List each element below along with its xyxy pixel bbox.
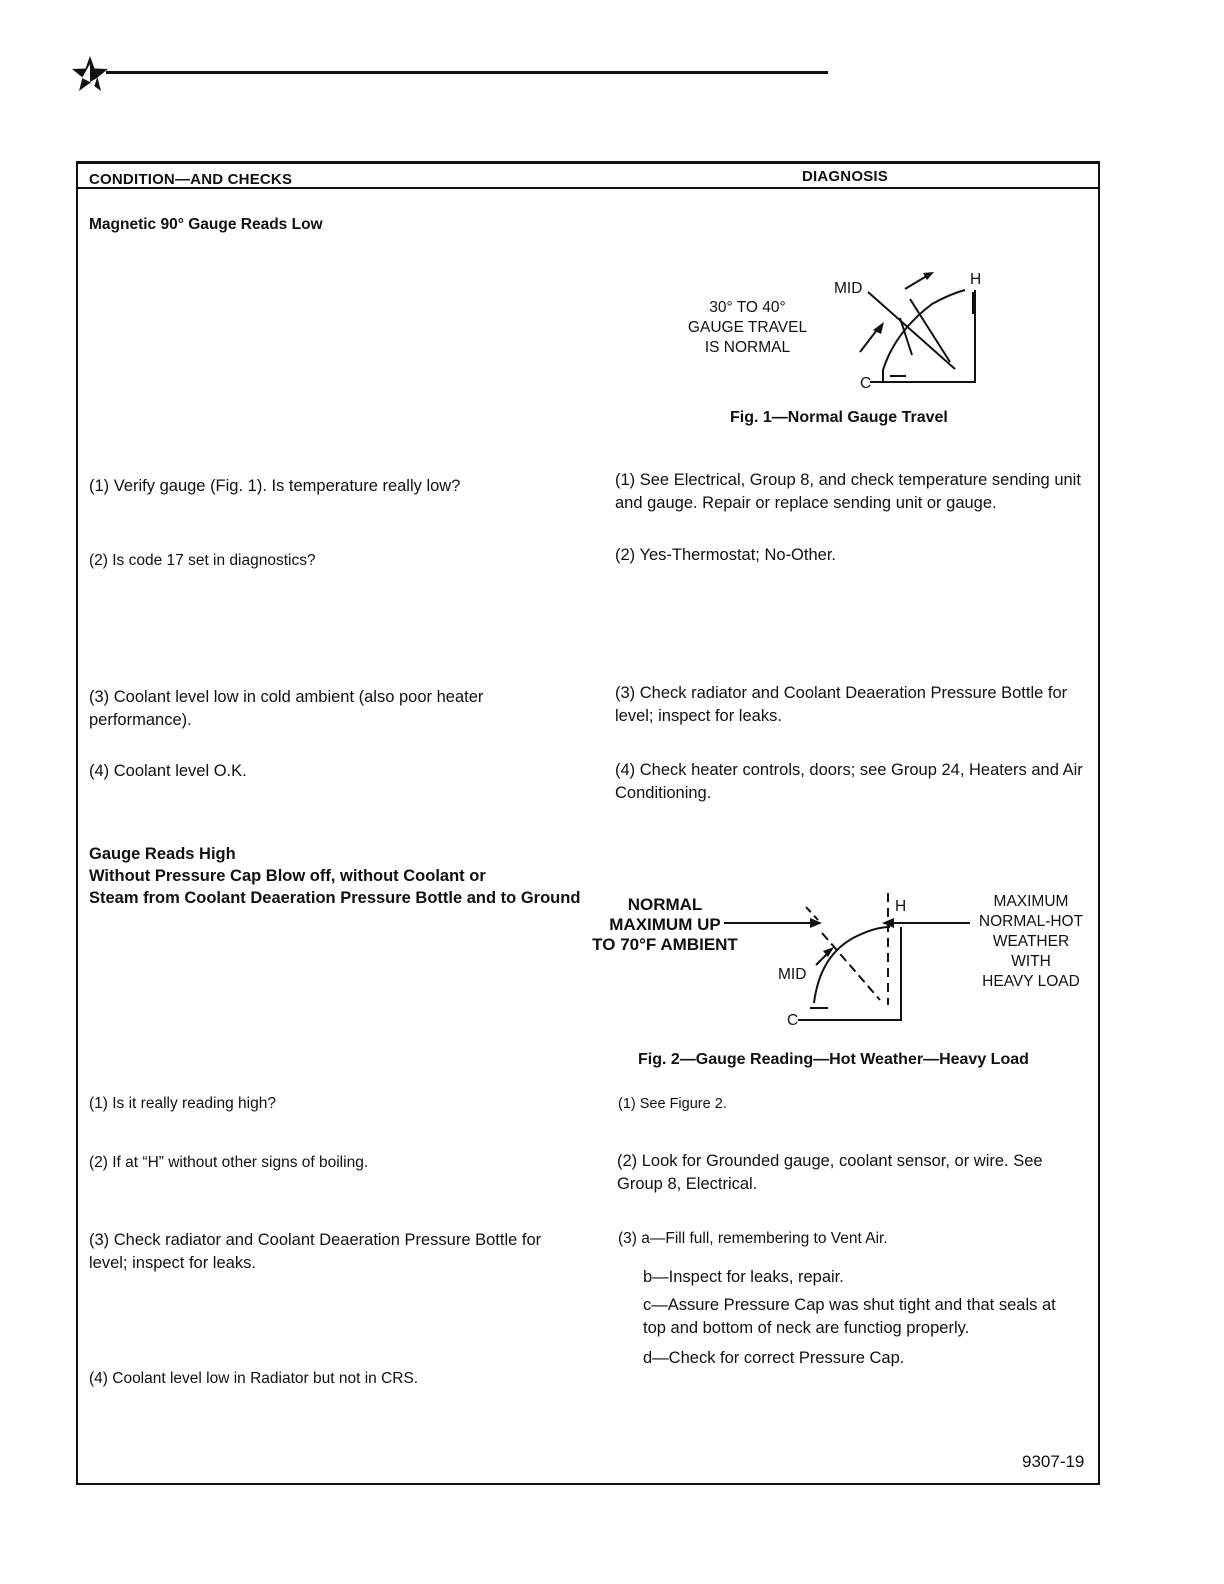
fig2-right-line5: HEAVY LOAD [982, 973, 1080, 990]
fig2-caption: Fig. 2—Gauge Reading—Hot Weather—Heavy Load [638, 1051, 1029, 1068]
fig2-label-h: H [895, 898, 907, 915]
section2-title-line3: Steam from Coolant Deaeration Pressure Bottle and to Ground [89, 889, 581, 907]
s2-sub-c: c—Assure Pressure Cap was shut tight and that seals at top and bottom of neck are functiog properly. [643, 1296, 1056, 1337]
s1-check-3: (3) Coolant level low in cold ambient (also poor heater performance). [89, 688, 484, 729]
s1-check-1: (1) Verify gauge (Fig. 1). Is temperature really low? [89, 477, 461, 495]
s1-diag-4: (4) Check heater controls, doors; see Group 24, Heaters and Air Conditioning. [615, 761, 1083, 802]
s2-diag-2: (2) Look for Grounded gauge, coolant sensor, or wire. See Group 8, Electrical. [617, 1152, 1043, 1193]
fig1-note-line3: IS NORMAL [704, 339, 791, 356]
fig2-left-line2: MAXIMUM UP [609, 915, 721, 934]
section2-title-line2: Without Pressure Cap Blow off, without Coolant or [89, 867, 486, 885]
fig1-note-line2: GAUGE TRAVEL [687, 319, 808, 336]
fig1-caption: Fig. 1—Normal Gauge Travel [730, 409, 948, 426]
s1-diag-3: (3) Check radiator and Coolant Deaeration Pressure Bottle for level; inspect for leaks. [615, 684, 1068, 725]
s2-check-2: (2) If at “H” without other signs of boiling. [89, 1154, 369, 1171]
s2-check-1: (1) Is it really reading high? [89, 1095, 276, 1112]
section-title-reads-high [89, 843, 580, 909]
fig1-note-line1: 30° TO 40° [709, 299, 786, 316]
s1-check-4: (4) Coolant level O.K. [89, 762, 247, 780]
fig2-left-line1: NORMAL [627, 895, 703, 914]
fig2-gauge-drawing [590, 885, 1090, 1035]
fig2-right-line4: WITH [1011, 953, 1051, 970]
s1-diag-2: (2) Yes-Thermostat; No-Other. [615, 546, 837, 564]
fig2-label-mid: MID [778, 966, 807, 983]
s2-sub-d: d—Check for correct Pressure Cap. [643, 1349, 905, 1367]
fig1-label-mid: MID [834, 280, 863, 297]
fig2-left-line3: TO 70°F AMBIENT [592, 935, 738, 954]
fig1-label-h: H [970, 271, 982, 288]
s2-sub-b: b—Inspect for leaks, repair. [643, 1268, 844, 1286]
s2-check-4: (4) Coolant level low in Radiator but not in CRS. [89, 1370, 419, 1387]
fig2-label-c: C [787, 1012, 799, 1029]
fig2-right-line3: WEATHER [992, 933, 1070, 950]
fig2-right-line2: NORMAL-HOT [978, 913, 1084, 930]
figure-1 [670, 262, 1000, 402]
fig1-label-c: C [860, 375, 872, 392]
s2-diag-3: (3) a—Fill full, remembering to Vent Air. [618, 1230, 888, 1247]
s2-diag-1: (1) See Figure 2. [618, 1096, 727, 1112]
s2-check-3: (3) Check radiator and Coolant Deaeration Pressure Bottle for level; inspect for leaks. [89, 1231, 542, 1272]
page-code: 9307-19 [1022, 1452, 1085, 1471]
section2-title-line1: Gauge Reads High [89, 845, 236, 863]
figure-2 [590, 885, 1090, 1035]
s1-diag-1: (1) See Electrical, Group 8, and check temperature sending unit and gauge. Repair or replace sending unit or gauge. [615, 471, 1081, 512]
section-title-reads-low: Magnetic 90° Gauge Reads Low [89, 216, 323, 233]
fig2-right-line1: MAXIMUM [993, 893, 1069, 910]
s1-check-2: (2) Is code 17 set in diagnostics? [89, 552, 316, 569]
pentastar-icon [70, 54, 110, 94]
header-diagnosis: DIAGNOSIS [802, 168, 888, 185]
fig1-gauge-drawing [670, 262, 1000, 402]
header-condition: CONDITION—AND CHECKS [89, 171, 293, 188]
top-rule [106, 71, 828, 74]
